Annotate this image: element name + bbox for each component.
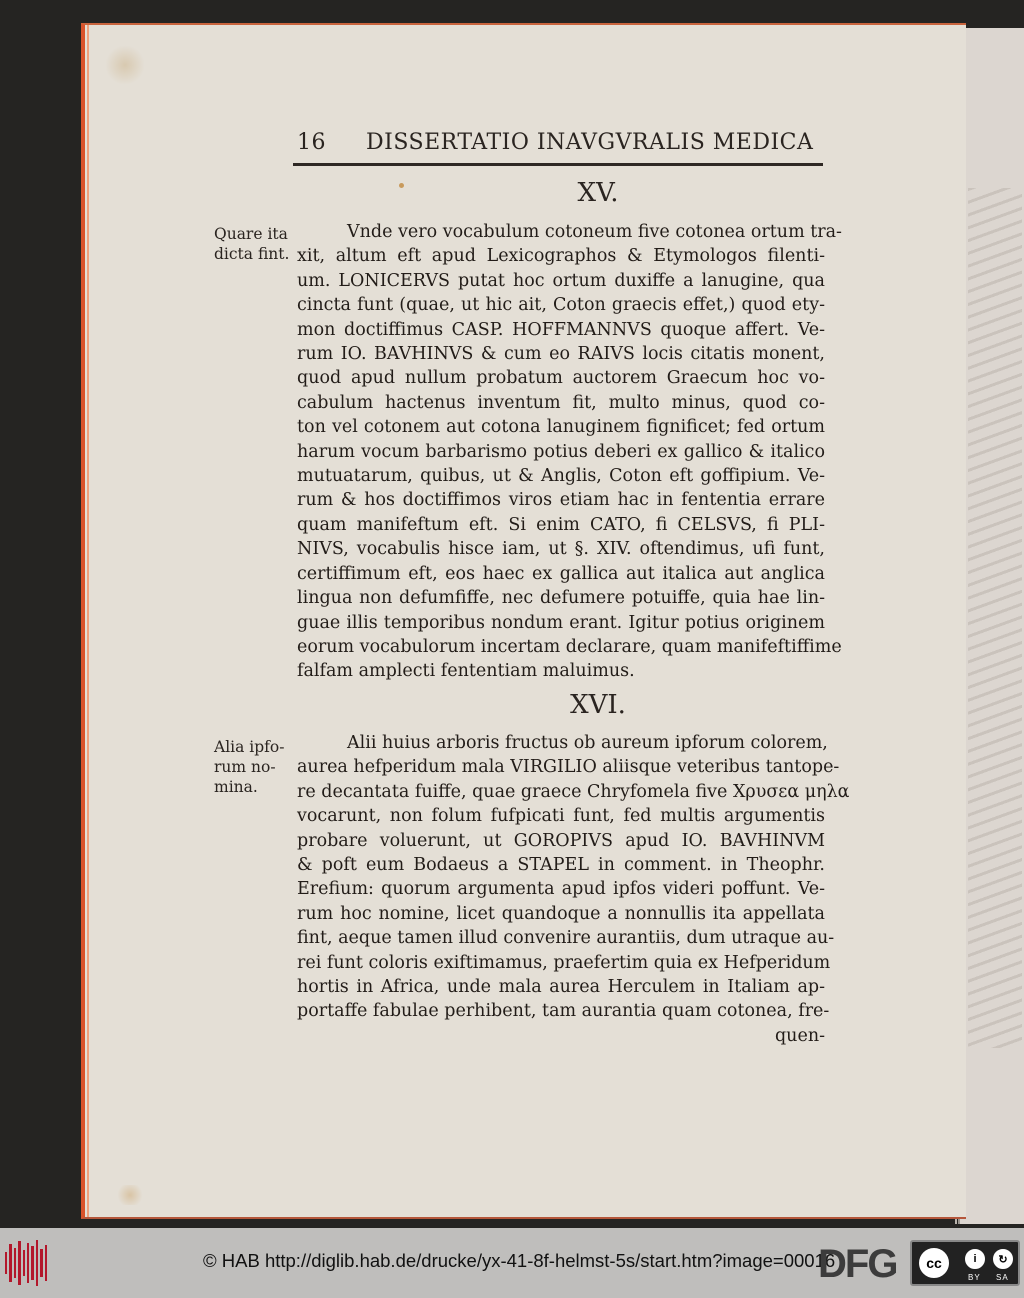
section-xv-text [297,220,842,684]
running-head-title: DISSERTATIO INAVGVRALIS MEDICA [366,130,814,155]
text-line: & poft eum Bodaeus a STAPEL in comment. in Theophr. [297,855,825,876]
text-line: mutuatarum, quibus, ut & Anglis, Coton eft goffipium. Ve- [297,466,825,487]
cc-icon: cc [916,1245,952,1281]
dfg-logo[interactable]: DFG [818,1242,897,1286]
text-line: aurea hefperidum mala VIRGILIO aliisque veteribus tantope- [297,757,840,778]
by-label: BY [968,1273,981,1282]
by-person-icon: i [962,1246,988,1272]
text-line: rum & hos doctiffimos viros etiam hac in fententia errare [297,490,825,511]
margin-note-xv [214,224,294,264]
margin-note-line: Alia ipfo- [214,738,285,756]
text-line: rei funt coloris exiftimamus, praefertim quia ex Hefperidum [297,952,831,973]
margin-note-line: dicta fint. [214,245,290,263]
running-header [297,130,817,155]
text-line: xit, altum eft apud Lexicographos & Etymologos filenti- [297,246,825,267]
copyright-link[interactable]: © HAB http://diglib.hab.de/drucke/yx-41-8f-helmst-5s/start.htm?image=00016 [203,1250,836,1271]
text-line: harum vocum barbarismo potius deberi ex gallico & italico [297,441,825,462]
section-numeral-xvi: XVI. [570,690,626,720]
text-line: quam manifeftum eft. Si enim CATO, fi CELSVS, fi PLI- [297,514,825,535]
margin-note-xvi [214,737,294,797]
section-xvi-text [297,731,850,1048]
bleed-through-text [968,188,1022,1048]
text-line: vocarunt, non folum fufpicati funt, fed multis argumentis [297,806,825,827]
paper-stain [105,45,145,85]
text-line: probare voluerunt, ut GOROPIVS apud IO. BAVHINVM [297,830,825,851]
text-line: rum IO. BAVHINVS & cum eo RAIVS locis citatis monent, [297,344,825,365]
text-line: guae illis temporibus nondum erant. Igitur potius originem [297,612,825,633]
text-line: portaffe fabulae perhibent, tam aurantia quam cotonea, fre- [297,1001,830,1022]
text-line: certiffimum eft, eos haec ex gallica aut italica aut anglica [297,563,825,584]
text-line: fint, aeque tamen illud convenire aurantiis, dum utraque au- [297,928,835,949]
text-line: um. LONICERVS putat hoc ortum duxiffe a lanugine, qua [297,270,825,291]
text-line: lingua non defumfiffe, nec defumere potuiffe, quia hae lin- [297,588,825,609]
text-line: re decantata fuiffe, quae graece Chryfomela five Χρυσεα μηλα [297,781,850,802]
catchword: quen- [774,1025,825,1046]
text-line: mon doctiffimus CASP. HOFFMANNVS quoque affert. Ve- [297,319,825,340]
text-line: eorum vocabulorum incertam declarare, quam manifeftiffime [297,636,842,657]
text-line: Vnde vero vocabulum cotoneum five cotonea ortum tra- [347,222,842,242]
header-rule [293,163,823,166]
text-line: hortis in Africa, unde mala aurea Herculem in Italiam ap- [297,977,825,998]
cc-license-badge[interactable] [910,1240,1020,1286]
text-line: cabulum hactenus inventum fit, multo minus, quod co- [297,392,825,413]
hab-logo-icon[interactable] [5,1238,47,1288]
text-line: rum hoc nomine, licet quandoque a nonnullis ita appellata [297,903,825,924]
page-number: 16 [297,130,326,155]
paper-stain [115,1185,145,1205]
sa-label: SA [996,1273,1009,1282]
text-line: quod apud nullum probatum auctorem Graecum hoc vo- [297,368,825,389]
text-line: NIVS, vocabulis hisce iam, ut §. XIV. oftendimus, ufi funt, [297,539,825,560]
text-line: falfam amplecti fententiam maluimus. [297,661,635,682]
text-line: Alii huius arboris fructus ob aureum ipforum colorem, [347,733,828,753]
margin-note-line: Quare ita [214,225,288,243]
margin-note-line: rum no- [214,758,276,776]
margin-note-line: mina. [214,778,258,796]
footer-bar [0,1228,1024,1298]
section-numeral-xv: XV. [577,178,619,208]
share-alike-icon: ↻ [990,1246,1016,1272]
text-line: Erefium: quorum argumenta apud ipfos videri poffunt. Ve- [297,879,825,900]
text-line: cincta funt (quae, ut hic ait, Coton graecis effet,) quod ety- [297,295,825,316]
ink-speck [399,183,404,188]
text-line: ton vel cotonem aut cotona lanuginem fignificet; fed ortum [297,417,825,438]
facing-page-edge [958,28,1024,1224]
